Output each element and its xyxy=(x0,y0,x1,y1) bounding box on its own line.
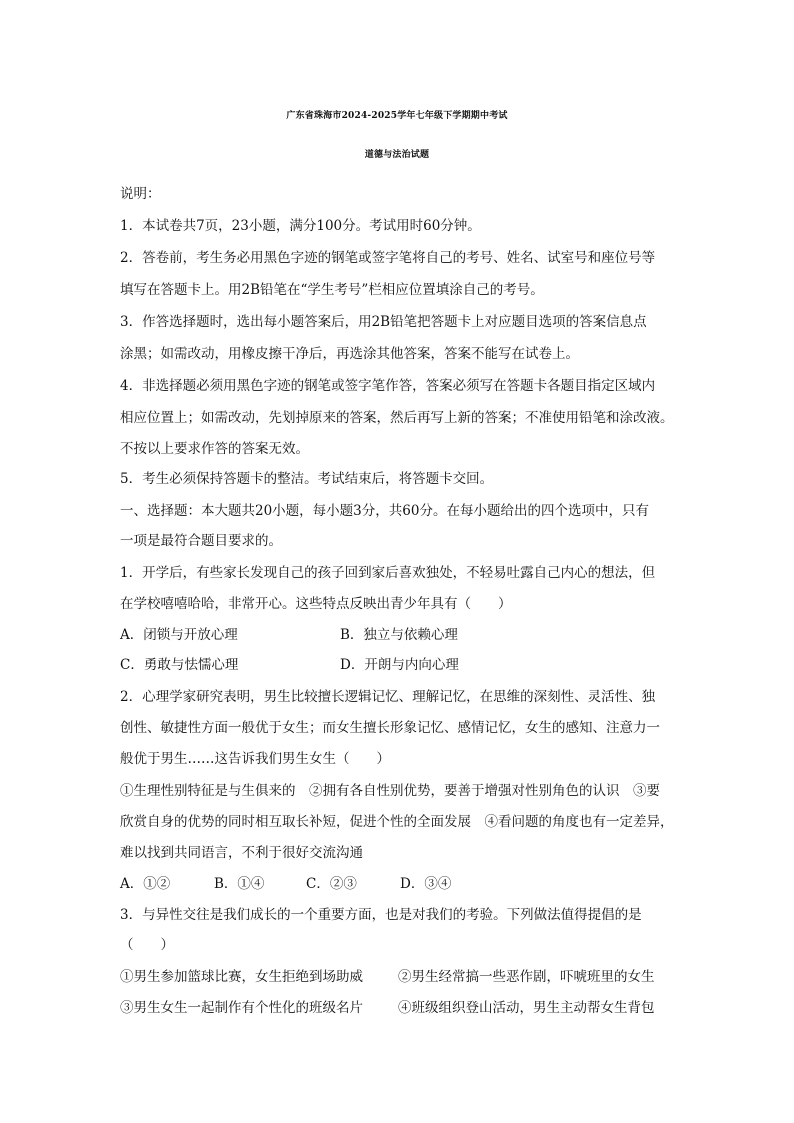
instruction-2-line-1: 2．答卷前，考生务必用黑色字迹的钢笔或签字笔将自己的考号、姓名、试室号和座位号等 xyxy=(120,250,656,266)
question-2-statements-2: 欣赏自身的优势的同时相互取长补短，促进个性的全面发展 ④看问题的角度也有一定差异， xyxy=(120,814,674,830)
question-2-statements-3: 难以找到共同语言，不利于很好交流沟通 xyxy=(120,845,363,861)
instruction-5: 5．考生必须保持答题卡的整洁。考试结束后，将答题卡交回。 xyxy=(120,471,494,487)
instruction-4-line-1: 4．非选择题必须用黑色字迹的钢笔或签字笔作答，答案必须写在答题卡各题目指定区域内 xyxy=(120,378,656,394)
question-3-stem-2: （ ） xyxy=(120,937,174,953)
question-3-statement-4: ④班级组织登山活动，男生主动帮女生背包 xyxy=(398,1000,655,1016)
question-2-option-b: B．①④ xyxy=(214,876,265,892)
instructions-heading: 说明： xyxy=(120,186,161,202)
exam-title: 广东省珠海市2024-2025学年七年级下学期期中考试 xyxy=(286,111,508,121)
instruction-4-line-3: 不按以上要求作答的答案无效。 xyxy=(120,441,309,457)
question-3-statement-2: ②男生经常搞一些恶作剧，吓唬班里的女生 xyxy=(398,969,655,985)
question-3-statement-1: ①男生参加篮球比赛，女生拒绝到场助威 xyxy=(120,969,363,985)
question-2-stem-1: 2．心理学家研究表明，男生比较擅长逻辑记忆、理解记忆，在思维的深刻性、灵活性、独 xyxy=(120,689,656,705)
question-2-option-c: C．②③ xyxy=(306,876,357,892)
section-1-heading: 一、选择题：本大题共20小题，每小题3分，共60分。在每小题给出的四个选项中，只有 xyxy=(120,503,649,519)
instruction-1: 1．本试卷共7页，23小题，满分100分。考试用时60分钟。 xyxy=(120,218,481,234)
question-1-option-a: A．闭锁与开放心理 xyxy=(120,627,238,643)
question-2-stem-2: 创性、敏捷性方面一般优于女生；而女生擅长形象记忆、感情记忆，女生的感知、注意力一 xyxy=(120,720,660,736)
question-1-stem-1: 1．开学后，有些家长发现自己的孩子回到家后喜欢独处，不轻易吐露自己内心的想法，但 xyxy=(120,565,656,581)
question-2-option-a: A．①② xyxy=(120,876,171,892)
instruction-4-line-2: 相应位置上；如需改动，先划掉原来的答案，然后再写上新的答案；不准使用铅笔和涂改液。 xyxy=(120,410,674,426)
instruction-2-line-2: 填写在答题卡上。用2B铅笔在“学生考号”栏相应位置填涂自己的考号。 xyxy=(120,282,544,298)
question-2-statements-1: ①生理性别特征是与生俱来的 ②拥有各自性别优势，要善于增强对性别角色的认识 ③要 xyxy=(120,783,660,799)
question-3-stem-1: 3．与异性交往是我们成长的一个重要方面，也是对我们的考验。下列做法值得提倡的是 xyxy=(120,907,642,923)
question-1-option-c: C．勇敢与怯懦心理 xyxy=(120,657,239,673)
question-1-option-b: B．独立与依赖心理 xyxy=(340,627,458,643)
instruction-3-line-1: 3．作答选择题时，选出每小题答案后，用2B铅笔把答题卡上对应题目选项的答案信息点 xyxy=(120,314,647,330)
question-2-option-d: D．③④ xyxy=(400,876,452,892)
question-1-stem-2: 在学校嘻嘻哈哈，非常开心。这些特点反映出青少年具有（ ） xyxy=(120,596,512,612)
question-3-statement-3: ③男生女生一起制作有个性化的班级名片 xyxy=(120,1000,363,1016)
instruction-3-line-2: 涂黑；如需改动，用橡皮擦干净后，再选涂其他答案，答案不能写在试卷上。 xyxy=(120,346,579,362)
question-2-stem-3: 般优于男生……这告诉我们男生女生（ ） xyxy=(120,751,390,767)
question-1-option-d: D．开朗与内向心理 xyxy=(340,657,459,673)
exam-subtitle: 道德与法治试题 xyxy=(364,150,430,160)
section-1-heading-cont: 一项是最符合题目要求的。 xyxy=(120,533,282,549)
